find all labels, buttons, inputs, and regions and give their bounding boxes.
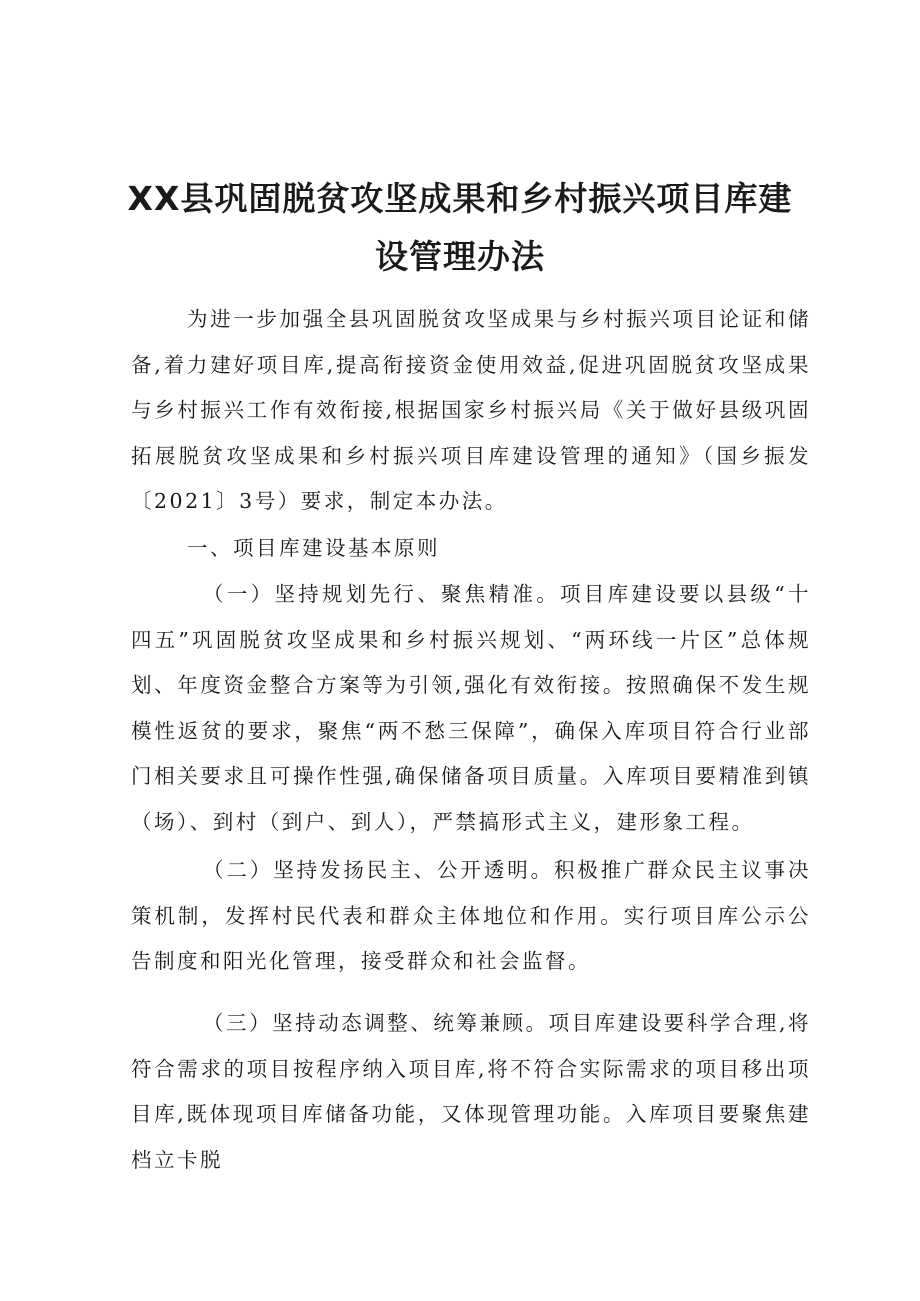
principle-paragraph-3: （三）坚持动态调整、统筹兼顾。项目库建设要科学合理,将符合需求的项目按程序纳入项目库,将不符合实际需求的项目移出项目库,既体现项目库储备功能，又体现管理功能。入库项目要聚焦建档立卡脱 (131, 1011, 811, 1172)
principle-paragraph-1: （一）坚持规划先行、聚焦精准。项目库建设要以县级“十四五”巩固脱贫攻坚成果和乡村振兴规划、“两环线一片区”总体规划、年度资金整合方案等为引领,强化有效衔接。按照确保不发生规模性返贫的要求，聚焦“两不愁三保障”，确保入库项目符合行业部门相关要求且可操作性强,确保储备项目质量。入库项目要精准到镇（场）、到村（到户、到人），严禁搞形式主义，建形象工程。 (131, 582, 811, 834)
section-heading-1: 一、项目库建设基本原则 (187, 536, 440, 560)
intro-paragraph: 为进一步加强全县巩固脱贫攻坚成果与乡村振兴项目论证和储备,着力建好项目库,提高衔接资金使用效益,促进巩固脱贫攻坚成果与乡村振兴工作有效衔接,根据国家乡村振兴局《关于做好县级巩固拓展脱贫攻坚成果和乡村振兴项目库建设管理的通知》（国乡振发〔2021〕3号）要求，制定本办法。 (131, 307, 811, 513)
document-title-line-2: 设管理办法 (375, 237, 545, 276)
principle-paragraph-2: （二）坚持发扬民主、公开透明。积极推广群众民主议事决策机制，发挥村民代表和群众主体地位和作用。实行项目库公示公告制度和阳光化管理，接受群众和社会监督。 (131, 858, 811, 973)
document-title-line-1: XX县巩固脱贫攻坚成果和乡村振兴项目库建 (127, 179, 793, 218)
